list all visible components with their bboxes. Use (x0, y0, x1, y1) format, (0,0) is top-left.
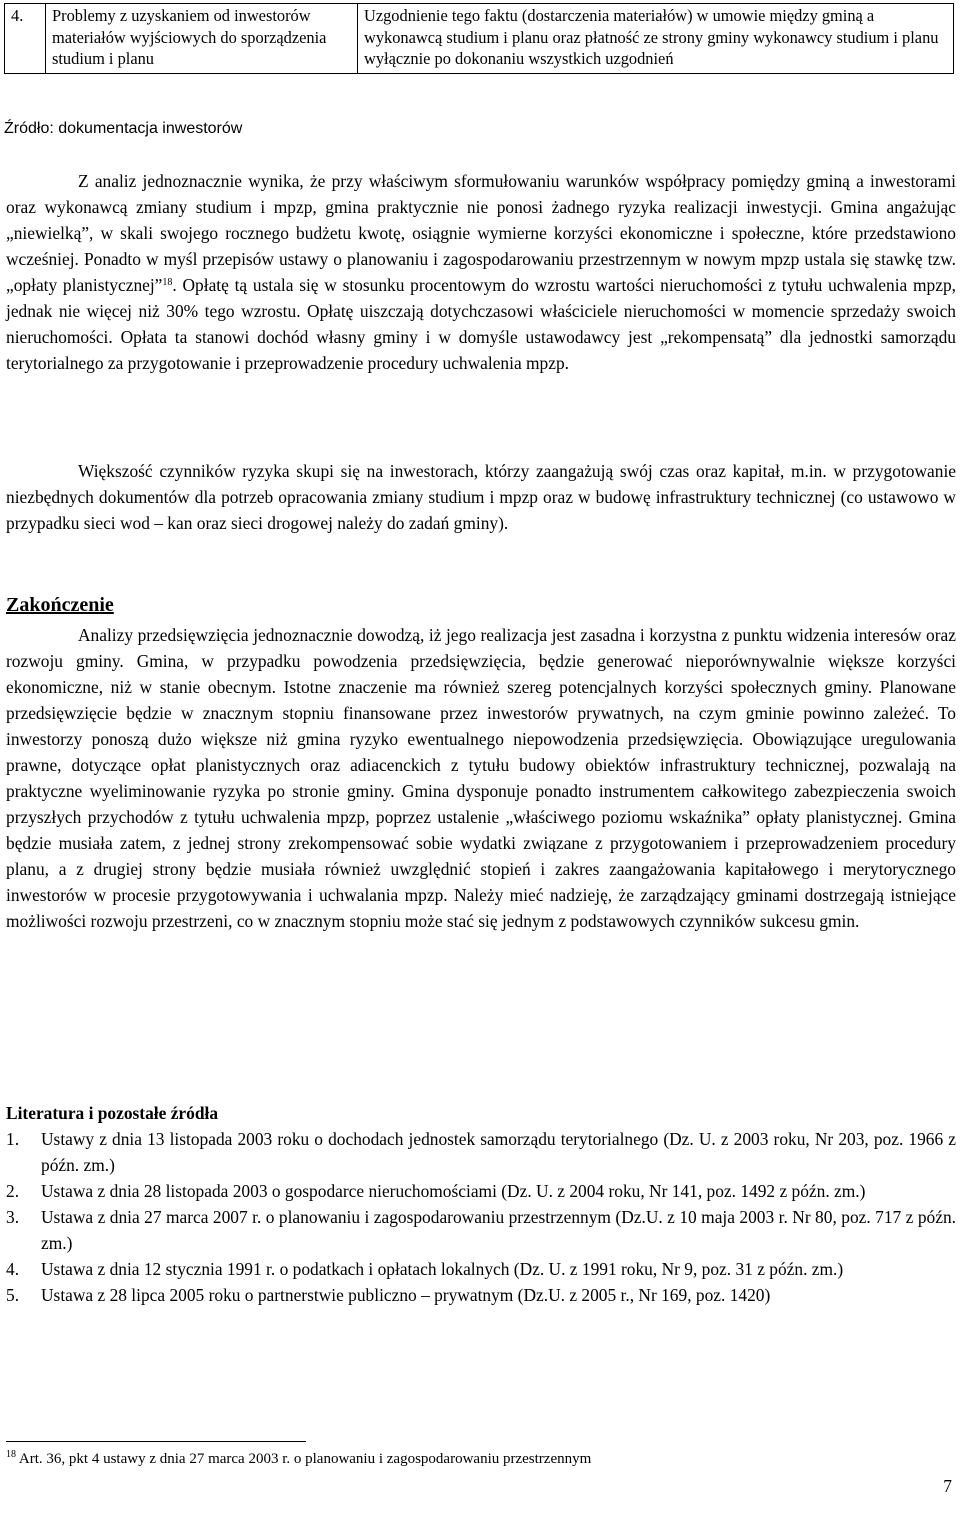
list-item-number: 5. (6, 1285, 20, 1305)
table-row (5, 4, 954, 74)
list-item (6, 1178, 956, 1204)
footnote (6, 1449, 591, 1469)
risk-table (4, 3, 954, 74)
literature-list (6, 1126, 956, 1308)
list-item-text: Ustawa z dnia 12 stycznia 1991 r. o podatkach i opłatach lokalnych (Dz. U. z 1991 roku, Nr 9, poz. 31 z późn. zm.) (41, 1259, 844, 1279)
list-item-text: Ustawa z dnia 28 listopada 2003 o gospodarce nieruchomościami (Dz. U. z 2004 roku, Nr 141, poz. 1492 z późn. zm.) (41, 1181, 866, 1201)
conclusion-paragraph: Analizy przedsięwzięcia jednoznacznie dowodzą, iż jego realizacja jest zasadna i korzystna z punktu widzenia interesów oraz rozwoju gminy. Gmina, w przypadku powodzenia przedsięwzięcia, będzie generować nieporównywalnie większe korzyści ekonomiczne, niż w stanie obecnym. Istotne znaczenie ma również szereg potencjalnych korzyści społecznych gminy. Planowane przedsięwzięcie będzie w znacznym stopniu finansowane przez inwestorów prywatnych, na czym gminie powinno zależeć. To inwestorzy ponoszą dużo większe niż gmina ryzyko ewentualnego niepowodzenia przedsięwzięcia. Obowiązujące uregulowania prawne, dotyczące opłat planistycznych oraz adiacenckich z tytułu budowy obiektów infrastruktury technicznej, pozwalają na praktyczne wyeliminowanie ryzyka po stronie gminy. Gmina dysponuje ponadto instrumentem całkowitego zabezpieczenia swoich przyszłych przychodów z tytułu uchwalenia mpzp, poprzez ustalenie „właściwego poziomu wskaźnika” opłaty planistycznej. Gmina będzie musiała zatem, z jednej strony zrekompensować sobie wydatki związane z przygotowaniem i przeprowadzeniem procedury planu, a z drugiej strony będzie musiała również uwzględnić stopień i zakres zaangażowania kapitałowego i merytorycznego inwestorów w procesie przygotowywania i uchwalania mpzp. Należy mieć nadzieję, że zarządzający gminami dostrzegają istniejące możliwości rozwoju przestrzeni, co w znacznym stopniu może stać się jednym z podstawowych czynników sukcesu gmin. (6, 625, 956, 931)
list-item-number: 1. (6, 1129, 20, 1149)
page-number: 7 (943, 1476, 952, 1496)
list-item-number: 2. (6, 1181, 20, 1201)
list-item (6, 1126, 956, 1178)
analysis-paragraph (6, 168, 956, 376)
list-item (6, 1256, 956, 1282)
literature-heading: Literatura i pozostałe źródła (6, 1103, 219, 1123)
solution-cell: Uzgodnienie tego faktu (dostarczenia materiałów) w umowie między gminą a wykonawcą studium i planu oraz płatność ze strony gminy wykonawcy studium i planu wyłącznie po dokonaniu wszystkich uzgodnień (358, 4, 954, 74)
risk-paragraph: Większość czynników ryzyka skupi się na inwestorach, którzy zaangażują swój czas oraz kapitał, m.in. w przygotowanie niezbędnych dokumentów dla potrzeb opracowania zmiany studium i mpzp oraz w budowę infrastruktury technicznej (co ustawowo w przypadku sieci wod – kan oraz sieci drogowej należy do zadań gminy). (6, 461, 956, 533)
footnote-divider (6, 1441, 306, 1442)
list-item (6, 1282, 956, 1308)
footnote-number: 18 (6, 1449, 16, 1460)
list-item (6, 1204, 956, 1256)
footnote-text: Art. 36, pkt 4 ustawy z dnia 27 marca 2003 r. o planowaniu i zagospodarowaniu przestrzennym (16, 1451, 592, 1467)
row-number: 4. (5, 4, 46, 74)
list-item-text: Ustawa z 28 lipca 2005 roku o partnerstwie publiczno – prywatnym (Dz.U. z 2005 r., Nr 169, poz. 1420) (41, 1285, 771, 1305)
analysis-text-a: Z analiz jednoznacznie wynika, że przy właściwym sformułowaniu warunków współpracy pomiędzy gminą a inwestorami oraz wykonawcą zmiany studium i mpzp, gmina praktycznie nie ponosi żadnego ryzyka realizacji inwestycji. Gmina angażując „niewielką”, w skali swojego rocznego budżetu kwotę, osiągnie wymierne korzyści ekonomiczne i społeczne, które przedstawiono wcześniej. Ponadto w myśl przepisów ustawy o planowaniu i zagospodarowaniu przestrzennym w nowym mpzp ustala się stawkę tzw. „opłaty planistycznej” (6, 171, 956, 295)
footnote-reference[interactable]: 18 (162, 277, 173, 288)
list-item-number: 3. (6, 1207, 20, 1227)
list-item-text: Ustawy z dnia 13 listopada 2003 roku o dochodach jednostek samorządu terytorialnego (Dz. U. z 2003 roku, Nr 203, poz. 1966 z późn. zm.) (41, 1129, 956, 1175)
analysis-text-b: . Opłatę tą ustala się w stosunku procentowym do wzrostu wartości nieruchomości z tytułu uchwalenia mpzp, jednak nie więcej niż 30% tego wzrostu. Opłatę uiszczają dotychczasowi właściciele nieruchomości w momencie sprzedaży swoich nieruchomości. Opłata ta stanowi dochód własny gminy i w domyśle ustawodawcy jest „rekompensatą” dla jednostki samorządu terytorialnego za przygotowanie i przeprowadzenie procedury uchwalenia mpzp. (6, 275, 956, 373)
table-source: Źródło: dokumentacja inwestorów (4, 120, 243, 137)
conclusion-heading: Zakończenie (6, 594, 114, 616)
list-item-number: 4. (6, 1259, 20, 1279)
problem-cell: Problemy z uzyskaniem od inwestorów materiałów wyjściowych do sporządzenia studium i planu (46, 4, 358, 74)
list-item-text: Ustawa z dnia 27 marca 2007 r. o planowaniu i zagospodarowaniu przestrzennym (Dz.U. z 10 maja 2003 r. Nr 80, poz. 717 z późn. zm.) (41, 1207, 956, 1253)
